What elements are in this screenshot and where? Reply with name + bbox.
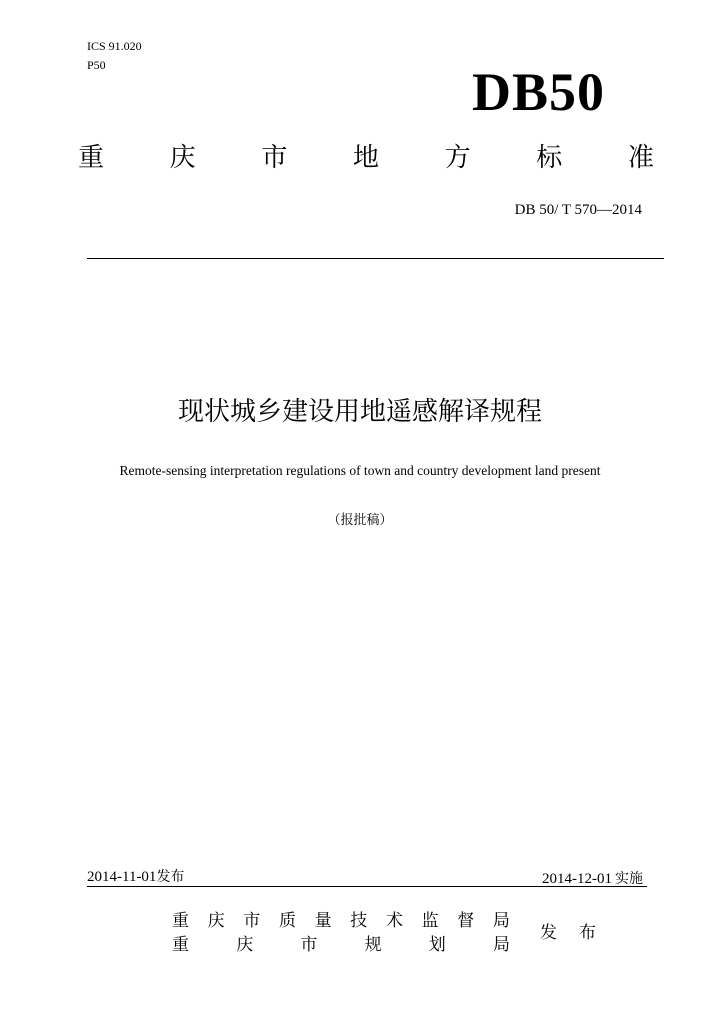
issuer-char: 监 <box>421 911 439 931</box>
document-title-chinese: 现状城乡建设用地遥感解译规程 <box>177 397 542 427</box>
issuer-char: 重 <box>172 935 189 955</box>
ics-code: ICS 91.020 <box>87 39 142 53</box>
header-divider <box>87 258 664 259</box>
issuer-char: 市 <box>300 935 318 955</box>
issuer-char: 庆 <box>207 911 225 931</box>
issuer-char: 量 <box>314 911 332 931</box>
release-char: 发 <box>540 923 557 943</box>
issuer-char: 质 <box>278 911 296 931</box>
issuer-char: 庆 <box>236 935 254 955</box>
category-code: P50 <box>87 58 106 72</box>
issuer-char: 督 <box>457 911 475 931</box>
issuer-char: 市 <box>243 911 261 931</box>
standard-type-title <box>78 142 654 174</box>
standard-type-char: 重 <box>78 143 105 173</box>
issuer-line-2 <box>172 934 510 956</box>
standard-type-char: 方 <box>444 143 471 173</box>
issuer-char: 重 <box>172 911 189 931</box>
standard-type-char: 地 <box>352 143 379 173</box>
standard-number: DB 50/ T 570—2014 <box>514 202 642 218</box>
implement-date: 2014-12-01 <box>541 871 612 887</box>
release-label <box>540 922 596 944</box>
standard-type-char: 庆 <box>169 143 196 173</box>
issuer-char: 规 <box>364 935 382 955</box>
issuer-char: 技 <box>350 911 368 931</box>
issuer-char: 划 <box>428 935 446 955</box>
standard-type-char: 标 <box>536 143 563 173</box>
issuer-char: 局 <box>492 911 510 931</box>
publish-date-line <box>87 868 184 886</box>
standard-type-char: 市 <box>261 143 288 173</box>
release-char: 布 <box>579 923 596 943</box>
implement-label: 实施 <box>615 871 643 887</box>
issuer-line-1 <box>172 910 510 932</box>
publish-date: 2014-11-01 <box>87 869 157 885</box>
standard-type-char: 准 <box>627 143 654 173</box>
publish-label: 发布 <box>156 869 185 885</box>
issuer-char: 术 <box>385 911 403 931</box>
standard-mark: DB50 <box>472 62 606 122</box>
issuer-char: 局 <box>492 935 510 955</box>
draft-status: （报批稿） <box>327 513 393 528</box>
document-title-english: Remote-sensing interpretation regulations of town and country development land present <box>119 463 601 478</box>
footer-divider <box>87 886 647 887</box>
